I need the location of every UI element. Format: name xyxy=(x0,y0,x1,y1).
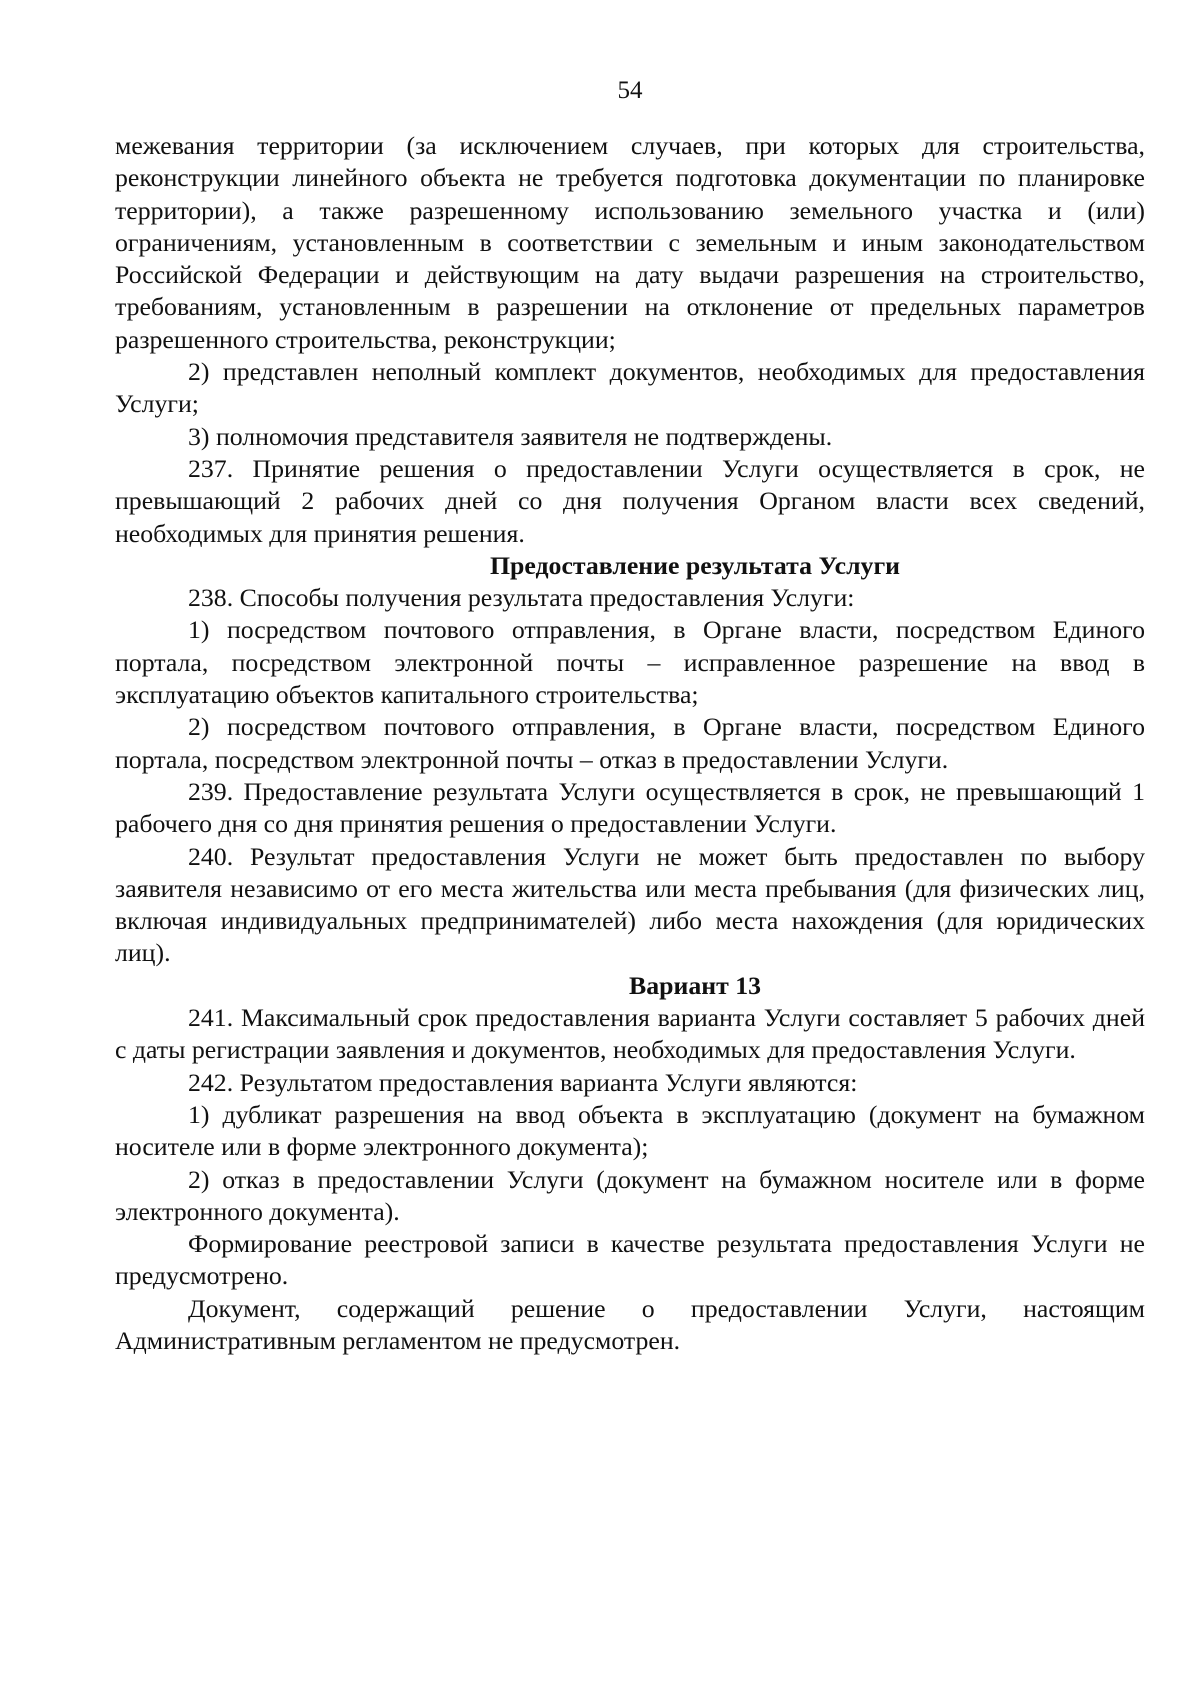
paragraph-item: 3) полномочия представителя заявителя не подтверждены. xyxy=(188,421,833,451)
paragraph-continuation: межевания территории (за исключением случаев, при которых для строительства, реконструкции линейного объекта не требуется подготовка документации по планировке территории), а также разрешенному использованию земельного участка и (или) ограничениям, установленным в соответствии с земельным и иным законодательством Российской Федерации и действующим на дату выдачи разрешения на строительство, требованиям, установленным в разрешении на отклонение от предельных параметров разрешенного строительства, реконструкции; xyxy=(115,131,1145,354)
section-heading: Предоставление результата Услуги xyxy=(489,550,901,580)
paragraph-item: 237. Принятие решения о предоставлении Услуги осуществляется в срок, не превышающий 2 рабочих дней со дня получения Органом власти всех сведений, необходимых для принятия решения. xyxy=(115,453,1145,548)
paragraph-item: 2) представлен неполный комплект документов, необходимых для предоставления Услуги; xyxy=(115,357,1145,419)
paragraph-item: 242. Результатом предоставления варианта Услуги являются: xyxy=(188,1067,858,1097)
paragraph-item: Документ, содержащий решение о предоставлении Услуги, настоящим Административным регламентом не предусмотрен. xyxy=(115,1293,1145,1355)
paragraph-item: 240. Результат предоставления Услуги не может быть предоставлен по выбору заявителя независимо от его места жительства или места пребывания (для физических лиц, включая индивидуальных предпринимателей) либо места нахождения (для юридических лиц). xyxy=(115,841,1145,968)
paragraph-item: 1) дубликат разрешения на ввод объекта в эксплуатацию (документ на бумажном носителе или в форме электронного документа); xyxy=(115,1099,1145,1162)
paragraph-item: 241. Максимальный срок предоставления варианта Услуги составляет 5 рабочих дней с даты регистрации заявления и документов, необходимых для предоставления Услуги. xyxy=(115,1003,1145,1065)
paragraph-item: Формирование реестровой записи в качестве результата предоставления Услуги не предусмотрено. xyxy=(115,1229,1145,1291)
paragraph-item: 2) посредством почтового отправления, в Органе власти, посредством Единого портала, посредством электронной почты – отказ в предоставлении Услуги. xyxy=(115,712,1145,774)
paragraph-item: 238. Способы получения результата предоставления Услуги: xyxy=(188,583,855,613)
document-body xyxy=(115,130,1145,1357)
section-heading: Вариант 13 xyxy=(629,970,761,1000)
paragraph-item: 2) отказ в предоставлении Услуги (документ на бумажном носителе или в форме электронного документа). xyxy=(115,1164,1145,1226)
page-number: 54 xyxy=(617,77,643,104)
paragraph-item: 239. Предоставление результата Услуги осуществляется в срок, не превышающий 1 рабочего дня со дня принятия решения о предоставлении Услуги. xyxy=(115,776,1145,839)
paragraph-item: 1) посредством почтового отправления, в Органе власти, посредством Единого портала, посредством электронной почты – исправленное разрешение на ввод в эксплуатацию объектов капитального строительства; xyxy=(115,615,1145,710)
